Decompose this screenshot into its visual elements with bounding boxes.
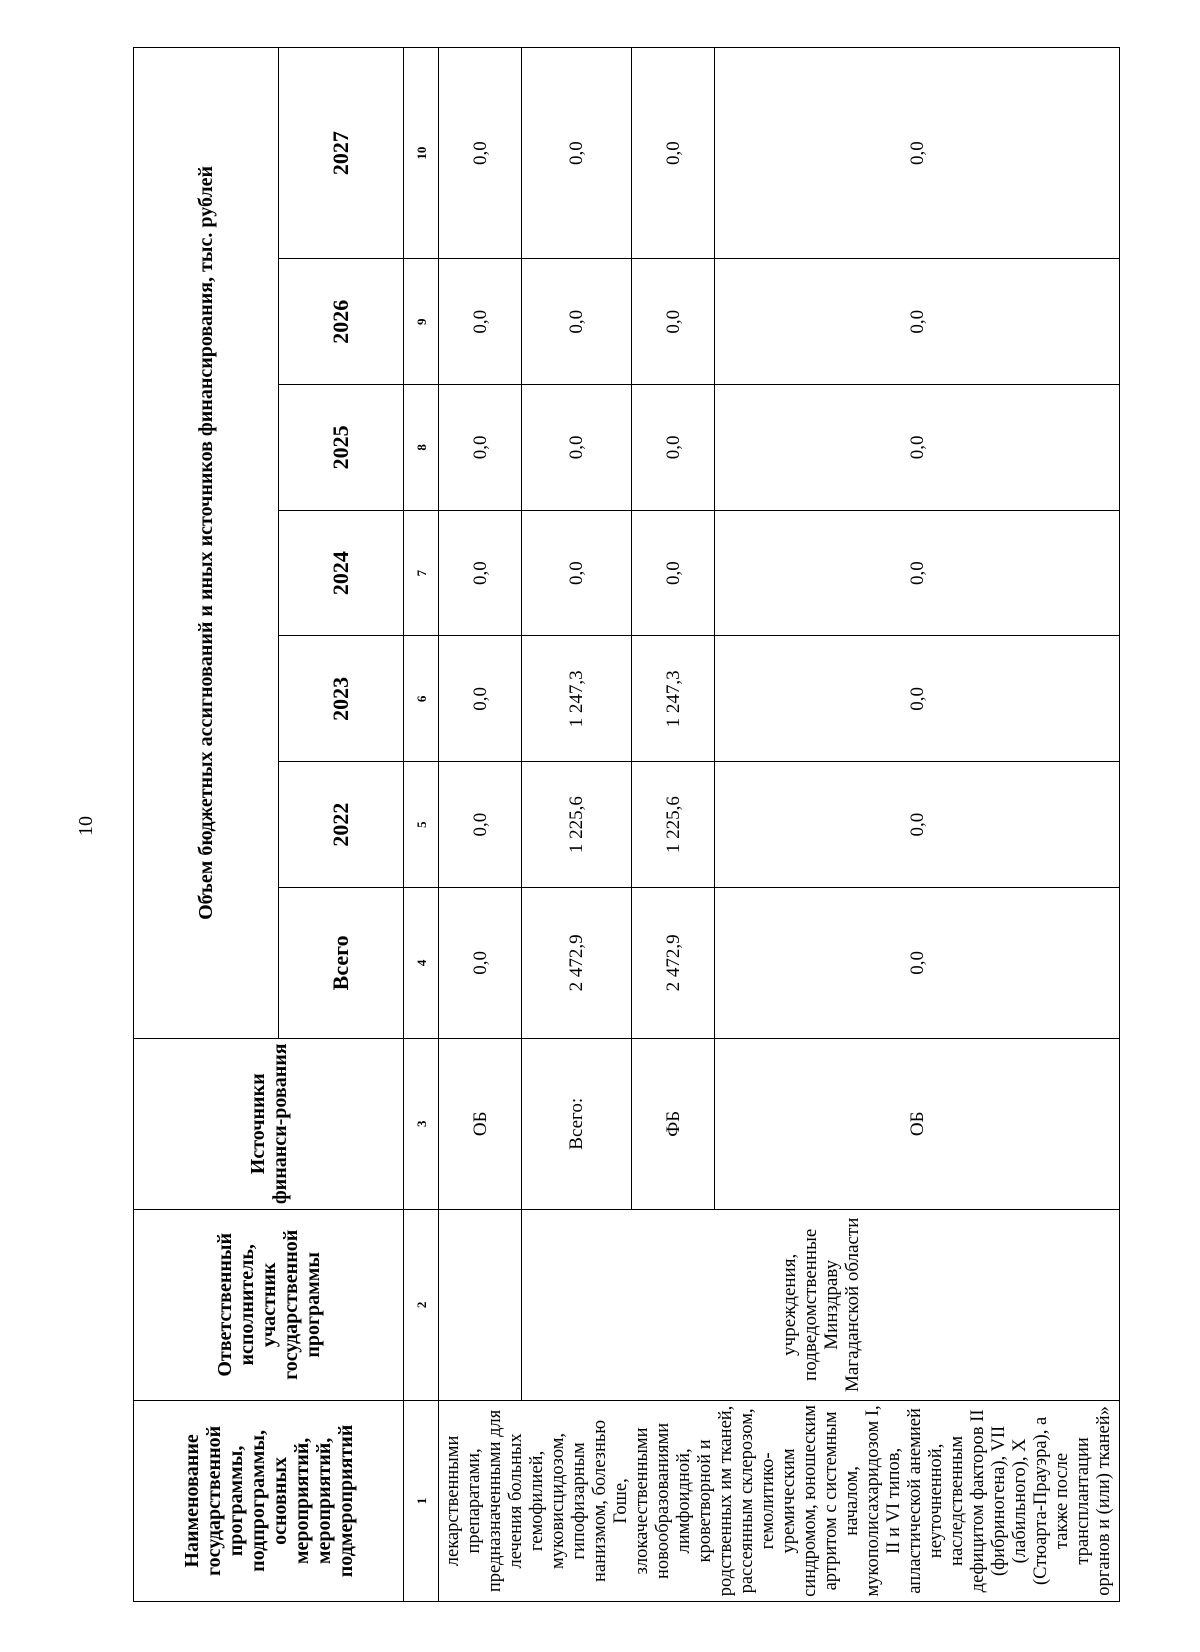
value-cell: 2 472,9 [632,887,715,1038]
header-year: 2027 [279,48,404,259]
header-year: 2024 [279,510,404,636]
value-cell: 0,0 [715,385,1120,511]
value-cell: 1 247,3 [522,636,632,762]
value-cell: 2 472,9 [522,887,632,1038]
value-cell: 0,0 [715,887,1120,1038]
header-year: 2023 [279,636,404,762]
value-cell: 0,0 [632,48,715,259]
value-cell: 0,0 [632,259,715,385]
header-name: Наименование государственной программы, подпрограммы, основных мероприятий, мероприятий, подмероприятий [134,1400,404,1601]
source-cell: ОБ [439,1038,522,1209]
value-cell: 0,0 [522,510,632,636]
value-cell: 0,0 [439,385,522,511]
value-cell: 1 225,6 [632,762,715,888]
value-cell: 0,0 [522,259,632,385]
col-number: 4 [404,887,439,1038]
table-row [439,48,522,1602]
value-cell: 0,0 [522,48,632,259]
value-cell: 0,0 [439,510,522,636]
financing-table [133,47,1120,1602]
col-number: 8 [404,385,439,511]
source-cell: Всего: [522,1038,632,1209]
responsible-cell-empty [439,1209,522,1400]
col-number: 3 [404,1038,439,1209]
value-cell: 0,0 [715,48,1120,259]
value-cell: 0,0 [439,48,522,259]
value-cell: 0,0 [439,762,522,888]
page-number: 10 [75,816,97,836]
value-cell: 0,0 [522,385,632,511]
value-cell: 0,0 [715,259,1120,385]
header-volume: Объем бюджетных ассигнований и иных источников финансирования, тыс. рублей [134,48,279,1039]
col-number: 7 [404,510,439,636]
value-cell: 0,0 [439,259,522,385]
source-cell: ФБ [632,1038,715,1209]
program-name-cell: лекарственными препаратами, предназначенными для лечения больных гемофилией, муковисцидозом, гипофизарным нанизмом, болезнью Гоше, злокачественными новообразованиями лимфоидной, кроветворной и родственных им тканей, рассеянным склерозом, гемолитико-уремическим синдромом, юношеским артритом с системным началом, мукополисахаридозом I, II и VI типов, апластической анемией неуточненной, наследственным дефицитом факторов II (фибриногена), VII (лабильного), X (Стюарта-Прауэра), а также после трансплантации органов и (или) тканей» [439,1400,1120,1601]
col-number: 10 [404,48,439,259]
header-year: 2026 [279,259,404,385]
value-cell: 0,0 [632,510,715,636]
header-year: 2022 [279,762,404,888]
col-number: 2 [404,1209,439,1400]
rotated-table-page [133,47,1114,1602]
table-row [522,48,632,1602]
value-cell: 0,0 [715,636,1120,762]
source-cell: ОБ [715,1038,1120,1209]
col-number: 9 [404,259,439,385]
value-cell: 0,0 [715,510,1120,636]
responsible-cell: учреждения, подведомственные Минздраву Магаданской области [522,1209,1120,1400]
header-sources: Источники финанси-рования [134,1038,404,1209]
header-responsible: Ответственный исполнитель, участник государственной программы [134,1209,404,1400]
header-year: 2025 [279,385,404,511]
value-cell: 0,0 [439,887,522,1038]
header-total: Всего [279,887,404,1038]
value-cell: 1 225,6 [522,762,632,888]
column-number-row [404,48,439,1602]
value-cell: 0,0 [632,385,715,511]
col-number: 1 [404,1400,439,1601]
value-cell: 1 247,3 [632,636,715,762]
col-number: 5 [404,762,439,888]
value-cell: 0,0 [439,636,522,762]
col-number: 6 [404,636,439,762]
value-cell: 0,0 [715,762,1120,888]
